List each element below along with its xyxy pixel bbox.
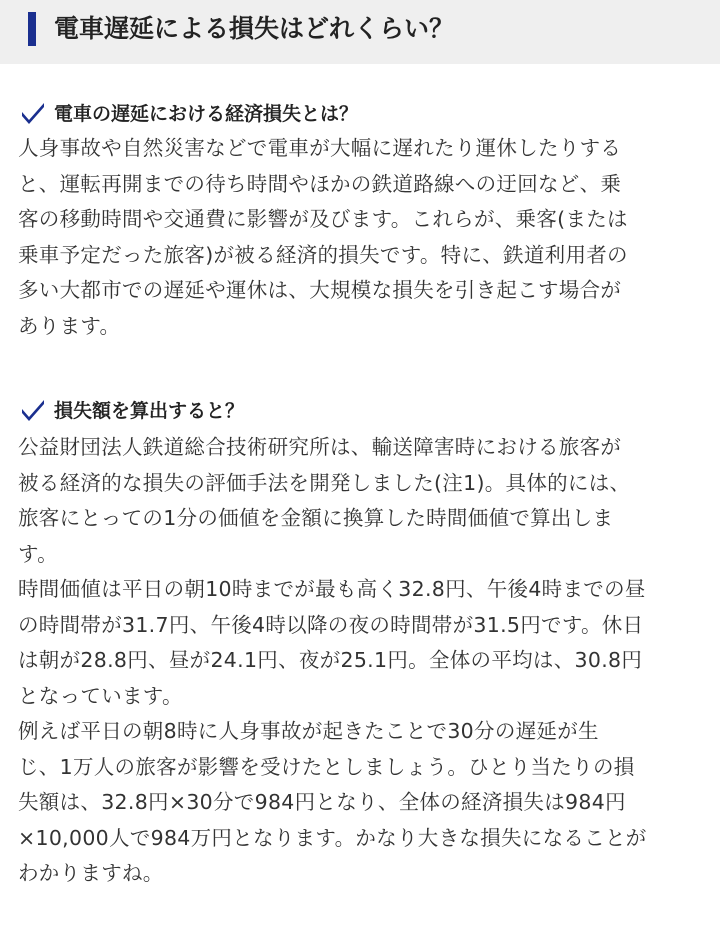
page-header	[0, 0, 720, 64]
paragraph-line: 公益財団法人鉄道総合技術研究所は、輸送障害時における旅客が	[18, 435, 622, 459]
paragraph-line: 客の移動時間や交通費に影響が及びます。これらが、乗客(または	[18, 207, 628, 231]
paragraph-line: じ、1万人の旅客が影響を受けたとしましょう。ひとり当たりの損	[18, 754, 635, 779]
section-economic-loss	[18, 95, 708, 344]
paragraph-line: 乗車予定だった旅客)が被る経済的損失です。特に、鉄道利用者の	[18, 242, 628, 267]
section-loss-calculation	[18, 392, 708, 892]
paragraph-line: と、運転再開までの待ち時間やほかの鉄道路線への迂回など、乗	[18, 171, 622, 196]
paragraph-line: となっています。	[18, 683, 183, 708]
paragraph-line: 時間価値は平日の朝10時までが最も高く32.8円、午後4時までの昼	[18, 577, 646, 601]
paragraph-line: す。	[18, 541, 58, 566]
paragraph-line: 例えば平日の朝8時に人身事故が起きたことで30分の遅延が生	[18, 719, 599, 743]
paragraph-line: 旅客にとっての1分の価値を金額に換算した時間価値で算出しま	[18, 506, 614, 530]
section-paragraph	[18, 131, 708, 344]
check-icon	[20, 99, 46, 125]
paragraph-line: 人身事故や自然災害などで電車が大幅に遅れたり運休したりする	[18, 136, 622, 160]
paragraph-line: あります。	[18, 313, 121, 338]
paragraph-line: の時間帯が31.7円、午後4時以降の夜の時間帯が31.5円です。休日	[18, 612, 644, 637]
check-icon	[20, 396, 46, 422]
paragraph-line: 多い大都市での遅延や運休は、大規模な損失を引き起こす場合が	[18, 278, 622, 302]
section-heading	[18, 392, 708, 426]
paragraph-line: わかりますね。	[18, 861, 164, 885]
section-paragraph	[18, 430, 708, 892]
section-heading	[18, 95, 708, 129]
paragraph-line: は朝が28.8円、昼が24.1円、夜が25.1円。全体の平均は、30.8円	[18, 648, 643, 672]
paragraph-line: 被る経済的な損失の評価手法を開発しました(注1)。具体的には、	[18, 470, 631, 495]
paragraph-line: 失額は、32.8円×30分で984円となり、全体の経済損失は984円	[18, 790, 626, 814]
page-title: 電車遅延による損失はどれくらい？	[54, 14, 455, 43]
section-heading-text: 電車の遅延における経済損失とは？	[54, 102, 359, 125]
section-heading-text: 損失額を算出すると？	[54, 399, 245, 422]
header-accent-bar	[28, 12, 36, 46]
paragraph-line: ×10,000人で984万円となります。かなり大きな損失になることが	[18, 825, 647, 850]
